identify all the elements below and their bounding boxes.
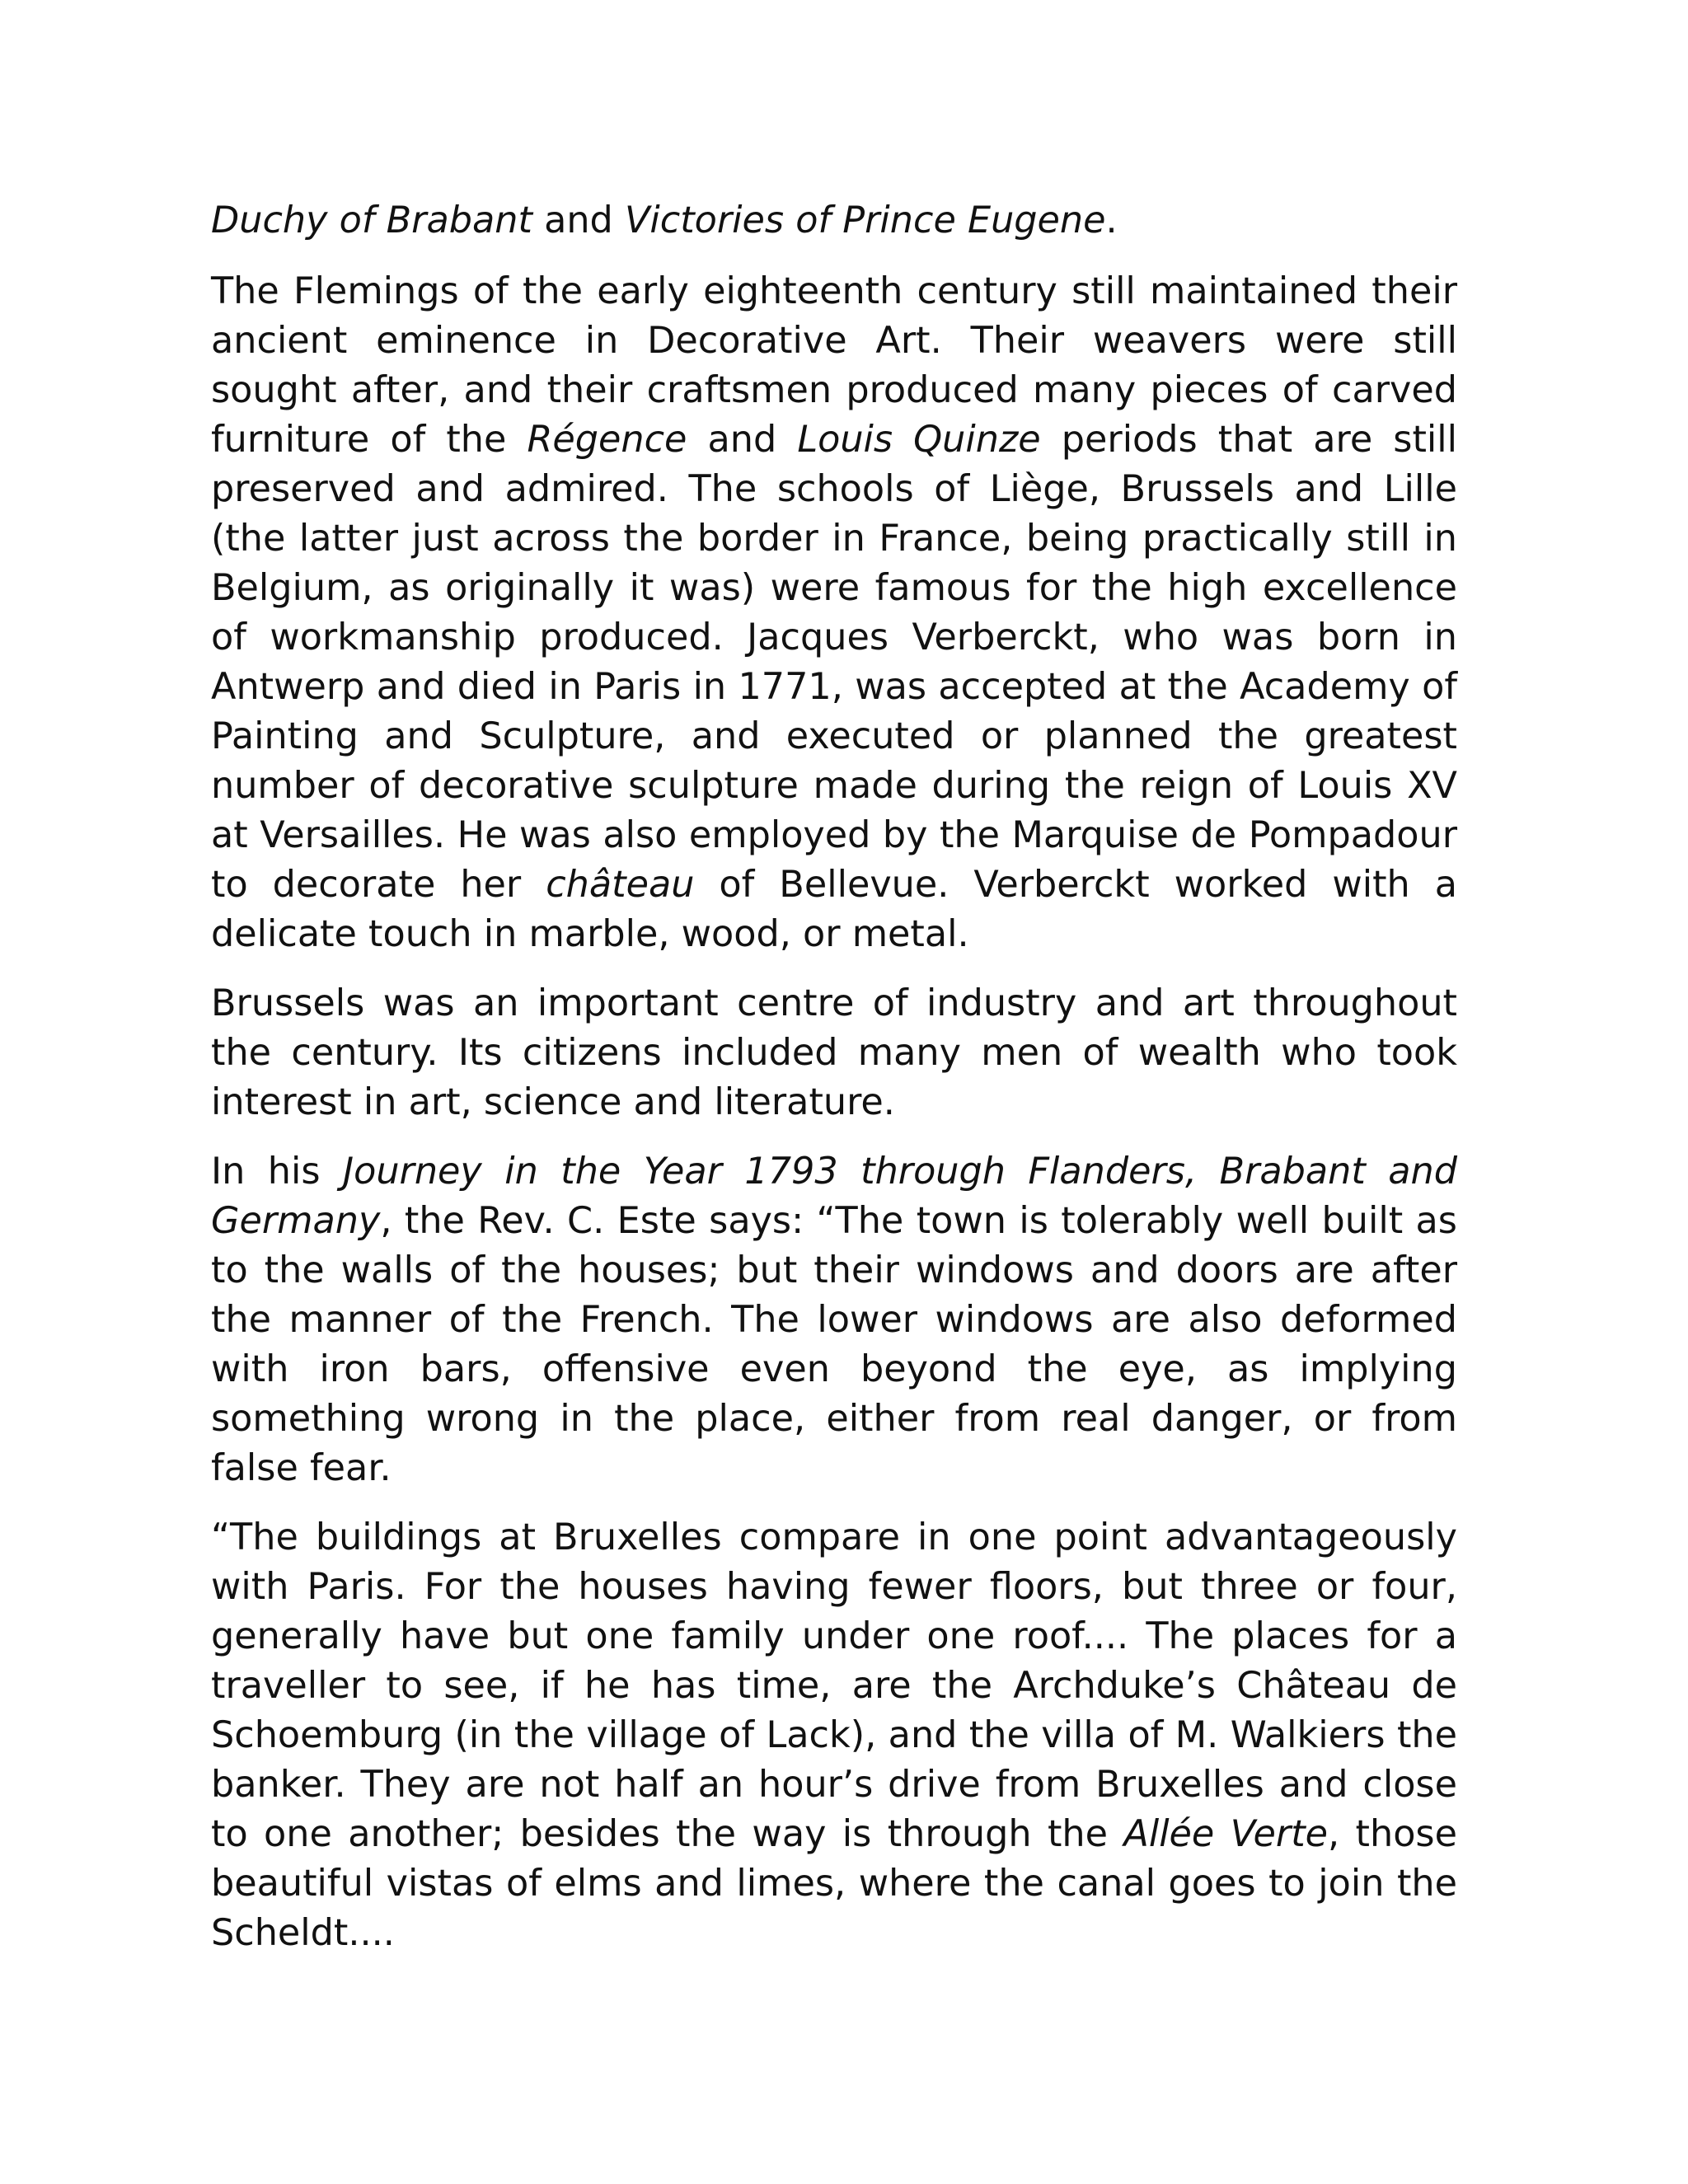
text-run: and <box>687 419 798 461</box>
italic-term: Allée Verte <box>1123 1813 1329 1855</box>
italic-term: Louis Quinze <box>797 419 1041 461</box>
paragraph-flemings <box>211 267 1457 959</box>
text-run: Brussels was an important centre of industry and art throughout the century. Its citizens included many men of wealth who took interest in art, science and literature. <box>211 982 1457 1123</box>
text-run: . <box>1105 199 1118 241</box>
text-run: and <box>532 199 625 241</box>
italic-title: Victories of Prince Eugene <box>624 199 1106 241</box>
paragraph-journey <box>211 1147 1457 1493</box>
italic-term: château <box>546 864 695 906</box>
text-run: of Bellevue. Verberckt worked with a delicate touch in marble, wood, or metal. <box>211 864 1457 955</box>
paragraph-buildings <box>211 1513 1457 1958</box>
document-page <box>211 196 1457 1978</box>
paragraph-continuation <box>211 196 1457 246</box>
italic-title: Journey in the Year 1793 through Flanders, Brabant and Germany <box>211 1151 1457 1242</box>
paragraph-brussels <box>211 979 1457 1127</box>
italic-title: Duchy of Brabant <box>211 199 532 241</box>
text-run: , those beautiful vistas of elms and limes, where the canal goes to join the Scheldt.... <box>211 1813 1457 1954</box>
text-run: periods that are still preserved and admired. The schools of Liège, Brussels and Lille (the latter just across the border in France, being practically still in Belgium, as originally it was) were famous for the high excellence of workmanship produced. Jacques Verberckt, who was born in Antwerp and died in Paris in 1771, was accepted at the Academy of Painting and Sculpture, and executed or planned the greatest number of decorative sculpture made during the reign of Louis XV at Versailles. He was also employed by the Marquise de Pompadour to decorate her <box>211 419 1458 906</box>
italic-term: Régence <box>527 419 687 461</box>
text-run: “The buildings at Bruxelles compare in one point advantageously with Paris. For the houses having fewer floors, but three or four, generally have but one family under one roof.... The places for a traveller to see, if he has time, are the Archduke’s Château de Schoemburg (in the village of Lack), and the villa of M. Walkiers the banker. They are not half an hour’s drive from Bruxelles and close to one another; besides the way is through the <box>211 1516 1457 1855</box>
text-run: In his <box>211 1151 343 1193</box>
text-run: , the Rev. C. Este says: “The town is tolerably well built as to the walls of the houses; but their windows and doors are after the manner of the French. The lower windows are also deformed with iron bars, offensive even beyond the eye, as implying something wrong in the place, either from real danger, or from false fear. <box>211 1200 1457 1489</box>
text-run: The Flemings of the early eighteenth century still maintained their ancient eminence in Decorative Art. Their weavers were still sought after, and their craftsmen produced many pieces of carved furniture of the <box>211 270 1457 461</box>
